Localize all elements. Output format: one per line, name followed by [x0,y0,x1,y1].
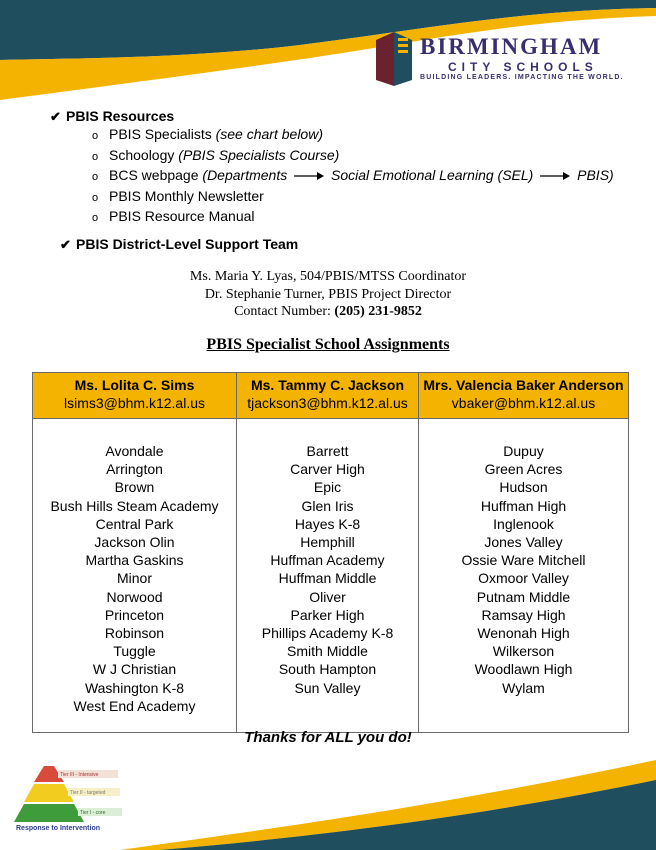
school-name: Inglenook [493,515,554,532]
specialist-header [237,373,419,419]
list-item: o PBIS Specialists (see chart below) [92,126,323,142]
school-name: Smith Middle [287,643,368,660]
school-name: Putnam Middle [476,588,571,605]
school-name: Bush Hills Steam Academy [50,497,219,514]
logo-subtitle: CITY SCHOOLS [448,60,598,74]
arrow-right-icon [540,171,570,181]
school-name: Green Acres [484,461,563,478]
school-list [237,419,419,733]
school-name: Glen Iris [301,497,354,514]
school-name: Carver High [290,461,365,478]
contact-number-line: Contact Number: (205) 231-9852 [234,304,422,319]
arrow-right-icon [294,171,324,181]
specialist-email: tjackson3@bhm.k12.al.us [247,395,408,411]
school-name: Martha Gaskins [85,552,184,569]
school-name: Oliver [309,588,346,605]
table-header-row [33,373,629,419]
school-name: Tuggle [113,643,156,660]
school-name: Dupuy [503,443,544,459]
school-name: Jackson Olin [94,534,175,551]
school-building-icon [372,30,416,86]
table-row [33,419,629,733]
school-name: Barrett [306,443,349,459]
school-list [419,419,629,733]
specialist-email: lsims3@bhm.k12.al.us [63,395,206,411]
resources-heading: ✔ PBIS Resources [50,108,175,124]
school-name: Norwood [106,588,163,605]
list-item: o PBIS Resource Manual [92,208,255,225]
school-name: Phillips Academy K-8 [261,625,394,642]
school-name: Oxmoor Valley [478,570,569,587]
thanks-message: Thanks for ALL you do! [244,729,412,746]
director-line: Dr. Stephanie Turner, PBIS Project Director [204,286,452,302]
school-name: Hemphill [300,534,355,551]
school-name: West End Academy [73,697,196,714]
specialist-name: Ms. Lolita C. Sims [74,377,195,393]
specialist-header [419,373,629,419]
list-item: o PBIS Monthly Newsletter [92,187,264,204]
rti-tier-2: Tier II - targeted [70,790,106,796]
school-name: Ossie Ware Mitchell [461,552,586,569]
school-name: South Hampton [278,661,377,678]
support-team-heading: ✔ PBIS District-Level Support Team [60,236,299,252]
school-name: Washington K-8 [84,679,185,696]
school-name: Wilkerson [492,643,555,660]
checkmark-icon: ✔ [50,109,61,124]
checkmark-icon: ✔ [60,237,71,252]
coordinator-line: Ms. Maria Y. Lyas, 504/PBIS/MTSS Coordinator [189,269,467,284]
school-name: Central Park [95,515,174,532]
school-list [33,419,237,733]
school-name: Minor [116,570,152,587]
school-name: Huffman High [480,497,567,514]
school-name: Ramsay High [481,606,566,623]
school-name: W J Christian [92,661,177,678]
support-team-contacts [0,268,656,321]
school-name: Epic [313,479,342,496]
table-title: PBIS Specialist School Assignments [206,336,450,353]
school-name: Jones Valley [484,534,563,551]
specialist-name: Ms. Tammy C. Jackson [250,377,405,393]
contact-number: (205) 231-9852 [334,304,422,319]
school-name: Sun Valley [294,679,361,696]
school-name: Wylam [502,679,545,696]
list-item: o BCS webpage (Departments Social Emotional Learning (SEL) PBIS) [92,167,614,184]
school-name: Robinson [104,625,165,642]
school-name: Brown [114,479,155,496]
rti-tier-1: Tier I - core [80,810,106,816]
specialist-assignments-table [32,372,629,733]
school-name: Wenonah High [477,625,570,642]
specialist-email: vbaker@bhm.k12.al.us [451,395,596,411]
logo-tagline: BUILDING LEADERS. IMPACTING THE WORLD. [420,74,624,81]
school-name: Hayes K-8 [294,515,361,532]
school-name: Arrington [106,461,163,478]
rti-tier-3: Tier III - Intensive [60,772,99,778]
school-name: Parker High [290,606,365,623]
school-name: Huffman Academy [270,552,385,569]
birmingham-city-schools-logo [372,30,642,86]
rti-label: Response to Intervention [16,825,101,832]
specialist-header [33,373,237,419]
school-name: Avondale [105,443,164,459]
school-name: Princeton [104,606,165,623]
logo-title: BIRMINGHAM [420,34,603,59]
specialist-name: Mrs. Valencia Baker Anderson [423,377,624,393]
resources-list [92,125,614,228]
list-item: o Schoology (PBIS Specialists Course) [92,146,340,163]
school-name: Huffman Middle [278,570,377,587]
school-name: Woodlawn High [474,661,573,678]
school-name: Hudson [499,479,548,496]
